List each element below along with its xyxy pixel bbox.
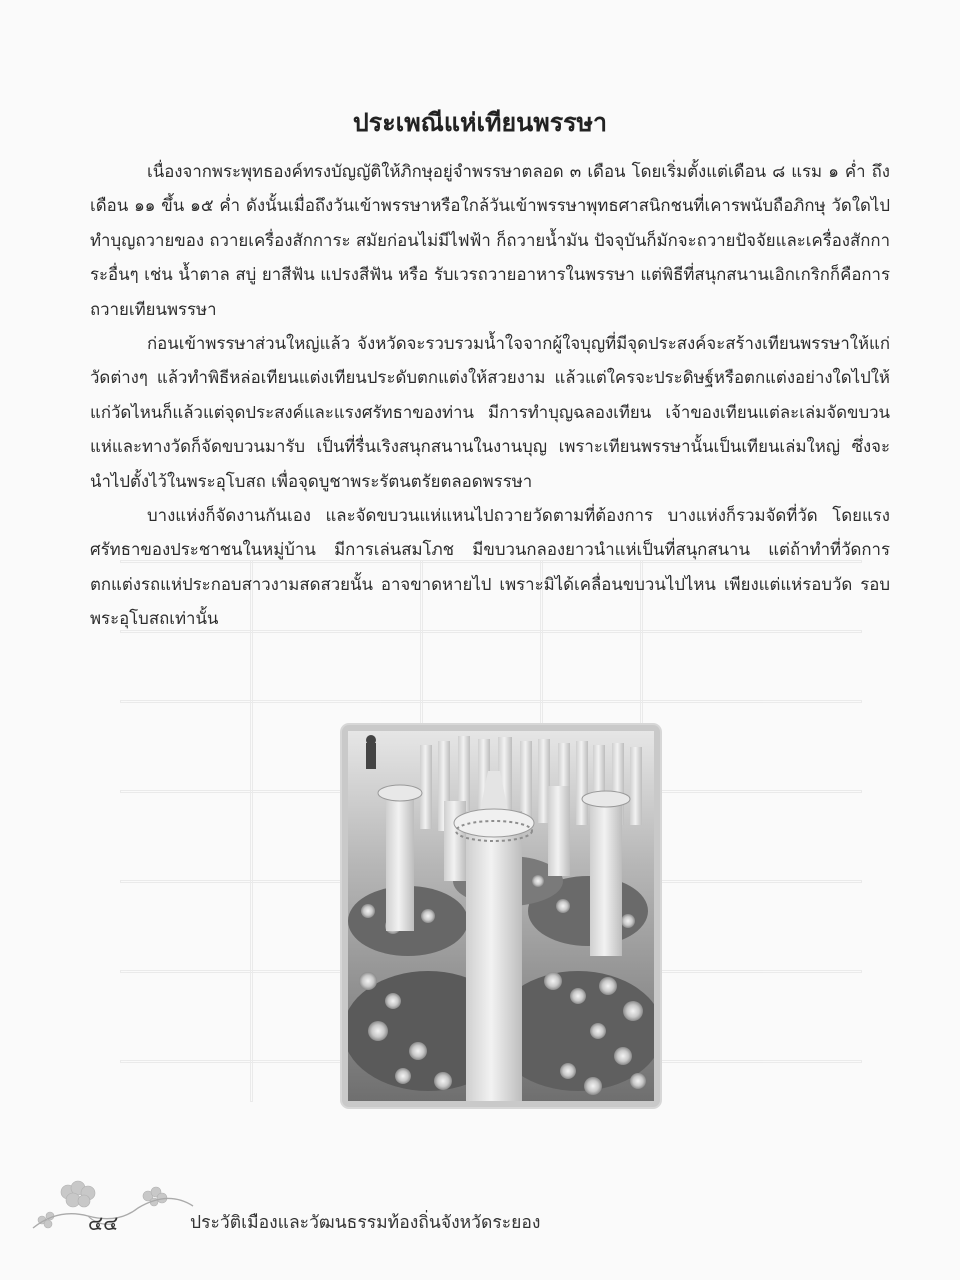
page-number: ๔๔: [88, 1211, 119, 1235]
candle-photo: [342, 725, 660, 1107]
paragraph: บางแห่งก็จัดงานกันเอง และจัดขบวนแห่แหนไปถวายวัดตามที่ต้องการ บางแห่งก็รวมจัดที่วัด โดยแรงศรัทธาของประชาชนในหมู่บ้าน มีการเล่นสมโภช มีขบวนกลองยาวนำแห่เป็นที่สนุกสนาน แต่ถ้าทำที่วัดการตกแต่งรถแห่ประกอบสาวงามสดสวยนั้น อาจขาดหายไป เพราะมิได้เคลื่อนขบวนไปไหน เพียงแต่แห่รอบวัด รอบพระอุโบสถเท่านั้น: [90, 505, 890, 629]
article-body: [90, 154, 890, 636]
paragraph: เนื่องจากพระพุทธองค์ทรงบัญญัติให้ภิกษุอยู่จำพรรษาตลอด ๓ เดือน โดยเริ่มตั้งแต่เดือน ๘ แรม ๑ ค่ำ ถึงเดือน ๑๑ ขึ้น ๑๕ ค่ำ ดังนั้นเมื่อถึงวันเข้าพรรษาหรือใกล้วันเข้าพรรษาพุทธศาสนิกชนที่เคารพนับถือภิกษุ วัดใดไปทำบุญถวายของ ถวายเครื่องสักการะ สมัยก่อนไม่มีไฟฟ้า ก็ถวายน้ำมัน ปัจจุบันก็มักจะถวายปัจจัยและเครื่องสักการะอื่นๆ เช่น น้ำตาล สบู่ ยาสีฟัน แปรงสีฟัน หรือ รับเวรถวายอาหารในพรรษา แต่พิธีที่สนุกสนานเอิกเกริกก็คือการถวายเทียนพรรษา: [90, 161, 890, 319]
paragraph: ก่อนเข้าพรรษาส่วนใหญ่แล้ว จังหวัดจะรวบรวมน้ำใจจากผู้ใจบุญที่มีจุดประสงค์จะสร้างเทียนพรรษาให้แก่วัดต่างๆ แล้วทำพิธีหล่อเทียนแต่งเทียนประดับตกแต่งให้สวยงาม แล้วแต่ใครจะประดิษฐ์หรือตกแต่งอย่างใดไปให้แก่วัดไหนก็แล้วแต่จุดประสงค์และแรงศรัทธาของท่าน มีการทำบุญฉลองเทียน เจ้าของเทียนแต่ละเล่มจัดขบวนแห่และทางวัดก็จัดขบวนมารับ เป็นที่รื่นเริงสนุกสนานในงานบุญ เพราะเทียนพรรษานั้นเป็นเทียนเล่มใหญ่ ซึ่งจะนำไปตั้งไว้ในพระอุโบสถ เพื่อจุดบูชาพระรัตนตรัยตลอดพรรษา: [90, 333, 890, 491]
candle-photo-illustration: [348, 731, 654, 1101]
page-title: ประเพณีแห่เทียนพรรษา: [352, 108, 608, 137]
book-title: ประวัติเมืองและวัฒนธรรมท้องถิ่นจังหวัดระยอง: [190, 1213, 541, 1233]
